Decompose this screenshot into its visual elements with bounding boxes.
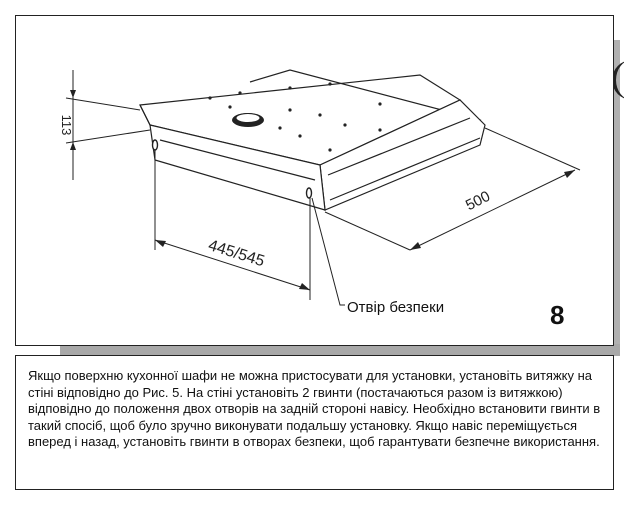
dim-height-label: 113 <box>59 114 74 136</box>
safety-hole-right <box>307 188 312 198</box>
dim-width-label: 445/545 <box>206 237 267 271</box>
figure-number: 8 <box>550 300 565 330</box>
dim-depth-label: 500 <box>462 187 493 215</box>
safety-hole-callout: Отвір безпеки <box>347 299 445 316</box>
safety-hole-left <box>153 140 158 150</box>
instructions-paragraph: Якщо поверхню кухонної шафи не можна пристосувати для установки, установіть витяжку на стіні відповідно до Рис. 5. На стіні установіть 2 гвинти (постачаються разом із витяжкою) відповідно до положення двох отворів на задній стороні навісу. Необхідно встановити гвинти в такий спосіб, щоб було зручно виконувати подальшу установку. Якщо навіс переміщується вперед і назад, установіть гвинти в отворах безпеки, щоб гарантувати безпечне використання. <box>28 368 601 450</box>
instructions-box <box>15 355 614 490</box>
